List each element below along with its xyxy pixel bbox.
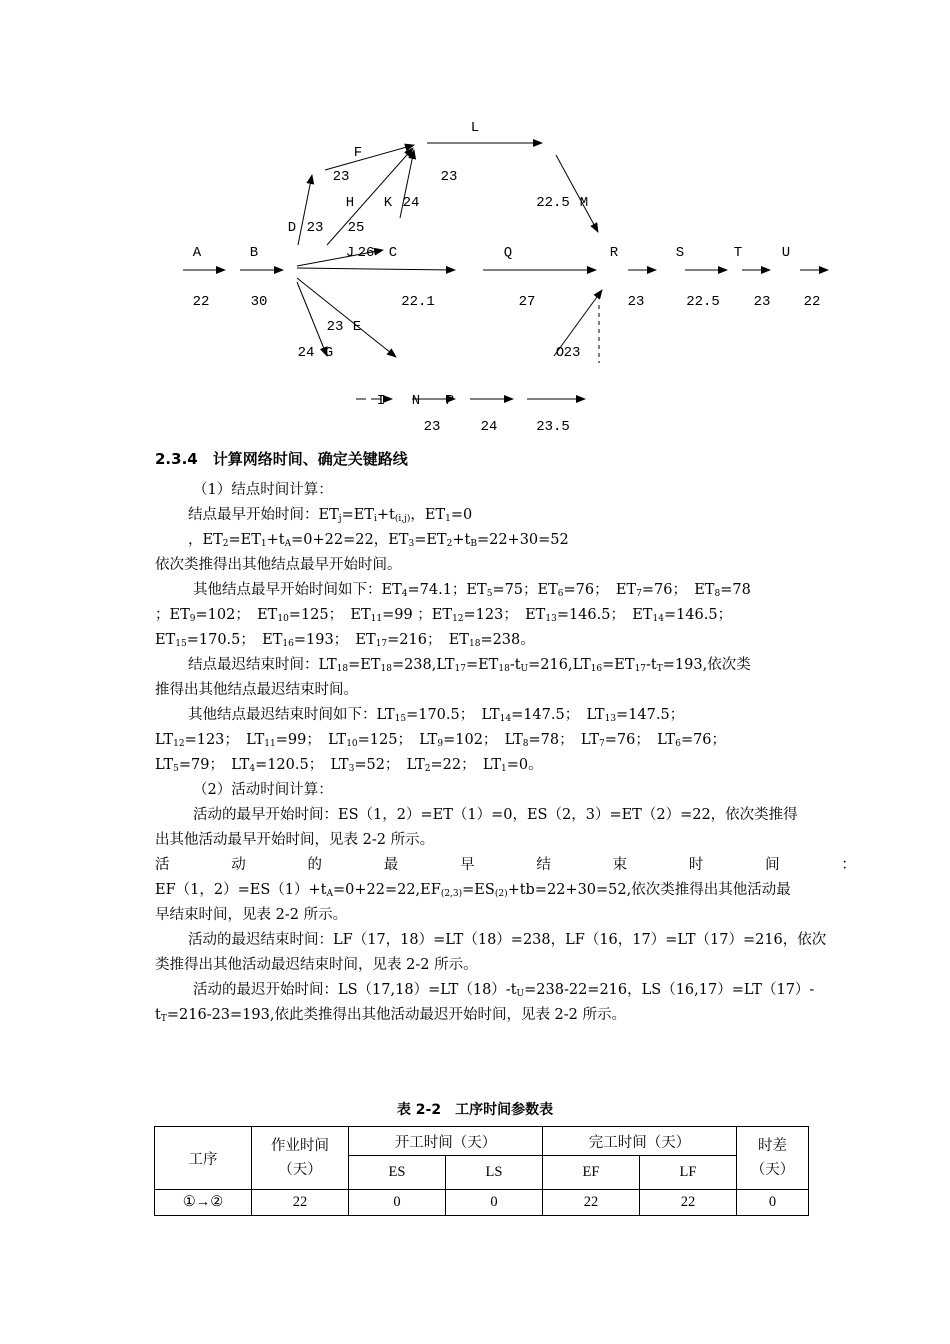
justified-char: 早 [460,857,475,873]
paragraph: 依次类推得出其他结点最早开始时间。 [155,557,402,573]
header-work-time-line1: 作业时间 [271,1138,329,1154]
justified-char: 的 [307,857,323,873]
activity-label-u: U [781,245,791,261]
justified-char: 时 [688,857,704,873]
activity-label-m: M [579,195,589,211]
header-ef: EF [543,1156,640,1190]
activity-label-b: B [249,245,259,261]
table-caption: 表 2-2 工序时间参数表 [396,1102,554,1118]
justified-char: ： [841,857,856,873]
paragraph: （2）活动时间计算： [193,782,333,798]
cell-process: ①→② [155,1190,252,1216]
arrow-m [556,155,598,232]
activity-duration-a: 22 [192,294,210,310]
activity-duration-j: 26 [357,245,375,261]
activity-duration-n: 23 [423,419,441,435]
activity-label-e: E [352,319,362,335]
paragraph: $LT_{12}=123$； $LT_{11}=99$； $LT_{10}=125$； $LT_9=102$； $LT_8=78$； $LT_7=76$； $LT_6=76$； [155,732,727,749]
paragraph: ，$ET_2=ET_1+t_A=0+22=22$，$ET_3=ET_2+t_B=22+30=52$ [188,532,569,549]
cell-ls: 0 [446,1190,543,1216]
activity-duration-r: 23 [627,294,645,310]
activity-label-p: P [445,393,455,409]
header-work-time-line2: （天） [278,1162,322,1178]
paragraph: （1）结点时间计算： [193,482,333,498]
header-slack-line1: 时差 [758,1138,787,1154]
arrow-f [325,145,414,170]
header-lf: LF [640,1156,737,1190]
paragraph: 活动的最迟结束时间：LF（17，18）=LT（18）=238，LF（16，17）=LT（17）=216，依次 [188,932,827,948]
activity-label-q: Q [503,245,513,261]
activity-label-i: I [376,393,386,409]
activity-label-f: F [353,145,363,161]
justified-char: 动 [231,857,246,873]
justified-char: 活 [155,857,170,873]
activity-label-j: J [345,245,355,261]
activity-duration-s: 22.5 [686,294,720,310]
paragraph: 早结束时间，见表 2-2 所示。 [155,907,348,923]
header-slack-line2: （天） [750,1162,795,1178]
activity-duration-q: 27 [518,294,536,310]
arrow-h [327,148,413,245]
header-slack [737,1127,809,1190]
header-finish-time: 完工时间（天） [543,1127,737,1156]
activity-duration-h: 25 [347,220,365,236]
paragraph: 活动的最迟开始时间：$LS(17,18)=LT(18)-t_U=238-22=216$，LS（16,17）=LT（17）- [193,982,815,999]
activity-label-s: S [675,245,685,261]
section-heading: 2.3.4 计算网络时间、确定关键路线 [155,450,408,468]
paragraph: $t_T=216-23=193$,依此类推得出其他活动最迟开始时间，见表 2-2 所示。 [155,1007,627,1024]
activity-duration-last: 23.5 [536,419,570,435]
paragraph: 出其他活动最早开始时间，见表 2-2 所示。 [155,832,435,848]
network-diagram [0,0,950,440]
activity-duration-c: 22.1 [401,294,435,310]
activity-duration-o: 23 [563,345,581,361]
justified-char: 间 [765,857,780,873]
paragraph: 结点最迟结束时间：$LT_{18}=ET_{18}=238,LT_{17}=ET_{18}-t_U=216,LT_{16}=ET_{17}-t_T=193$,依次类 [188,657,751,674]
activity-label-l: L [470,120,480,136]
activity-duration-g: 24 [297,345,315,361]
paragraph: $ET_{15}=170.5$； $ET_{16}=193$； $ET_{17}=216$； $ET_{18}=238$。 [155,632,535,649]
paragraph: EF（1，$2)=ES(1)+t_A=0+22=22,EF_{(2,3)}=ES_{(2)}+tb=22+30=52$,依次类推得出其他活动最 [155,882,791,899]
activity-label-g: G [324,345,334,361]
cell-duration: 22 [252,1190,349,1216]
justified-char: 结 [536,857,551,873]
activity-duration-d: 23 [306,220,324,236]
paragraph: ；$ET_9=102$； $ET_{10}=125$； $ET_{11}=99$ ；$ET_{12}=123$； $ET_{13}=146.5$； $ET_{14}=146.5$； [155,607,733,624]
activity-duration-t: 23 [753,294,771,310]
header-process: 工序 [155,1127,252,1190]
activity-duration-m: 22.5 [536,195,570,211]
cell-slack: 0 [737,1190,809,1216]
activity-duration-b: 30 [250,294,268,310]
activity-label-o: O [555,345,565,361]
activity-label-a: A [192,245,202,261]
header-start-time: 开工时间（天） [349,1127,543,1156]
header-ls: LS [446,1156,543,1190]
paragraph: 推得出其他结点最迟结束时间。 [155,682,358,698]
activity-label-c: C [388,245,398,261]
paragraph: $LT_5=79$； $LT_4=120.5$； $LT_3=52$； $LT_2=22$； $LT_1=0$。 [155,757,543,774]
table-row [155,1190,809,1216]
activity-label-k: K [383,195,393,211]
justified-char: 最 [383,857,399,873]
header-work-time [252,1127,349,1190]
justified-char: 束 [612,857,628,873]
cell-lf: 22 [640,1190,737,1216]
activity-label-t: T [733,245,743,261]
activity-duration-e: 23 [326,319,344,335]
activity-duration-k: 24 [402,195,420,211]
header-es: ES [349,1156,446,1190]
cell-ef: 22 [543,1190,640,1216]
cell-es: 0 [349,1190,446,1216]
time-parameter-table [154,1126,809,1216]
activity-duration-l: 23 [440,169,458,185]
justified-line [155,855,856,875]
paragraph: 类推得出其他活动最迟结束时间，见表 2-2 所示。 [155,957,478,973]
activity-label-d: D [287,220,297,236]
activity-duration-p: 24 [480,419,498,435]
paragraph: 结点最早开始时间：$ET_j=ET_i+t_{(i,j)}$，$ET_1=0$ [188,507,473,524]
activity-duration-u: 22 [803,294,821,310]
activity-label-h: H [345,195,355,211]
arrow-c [297,268,455,270]
activity-label-r: R [609,245,619,261]
paragraph: 其他结点最迟结束时间如下：$LT_{15}=170.5$； $LT_{14}=147.5$； $LT_{13}=147.5$； [188,707,685,724]
paragraph: 活动的最早开始时间：ES（1，2）=ET（1）=0，ES（2，3）=ET（2）=22，依次类推得 [193,807,798,823]
activity-duration-f: 23 [332,169,350,185]
paragraph: 其他结点最早开始时间如下：$ET_4=74.1$；$ET_5=75$；$ET_6=76$； $ET_7=76$； $ET_8=78$ [193,582,751,599]
activity-label-n: N [411,393,421,409]
